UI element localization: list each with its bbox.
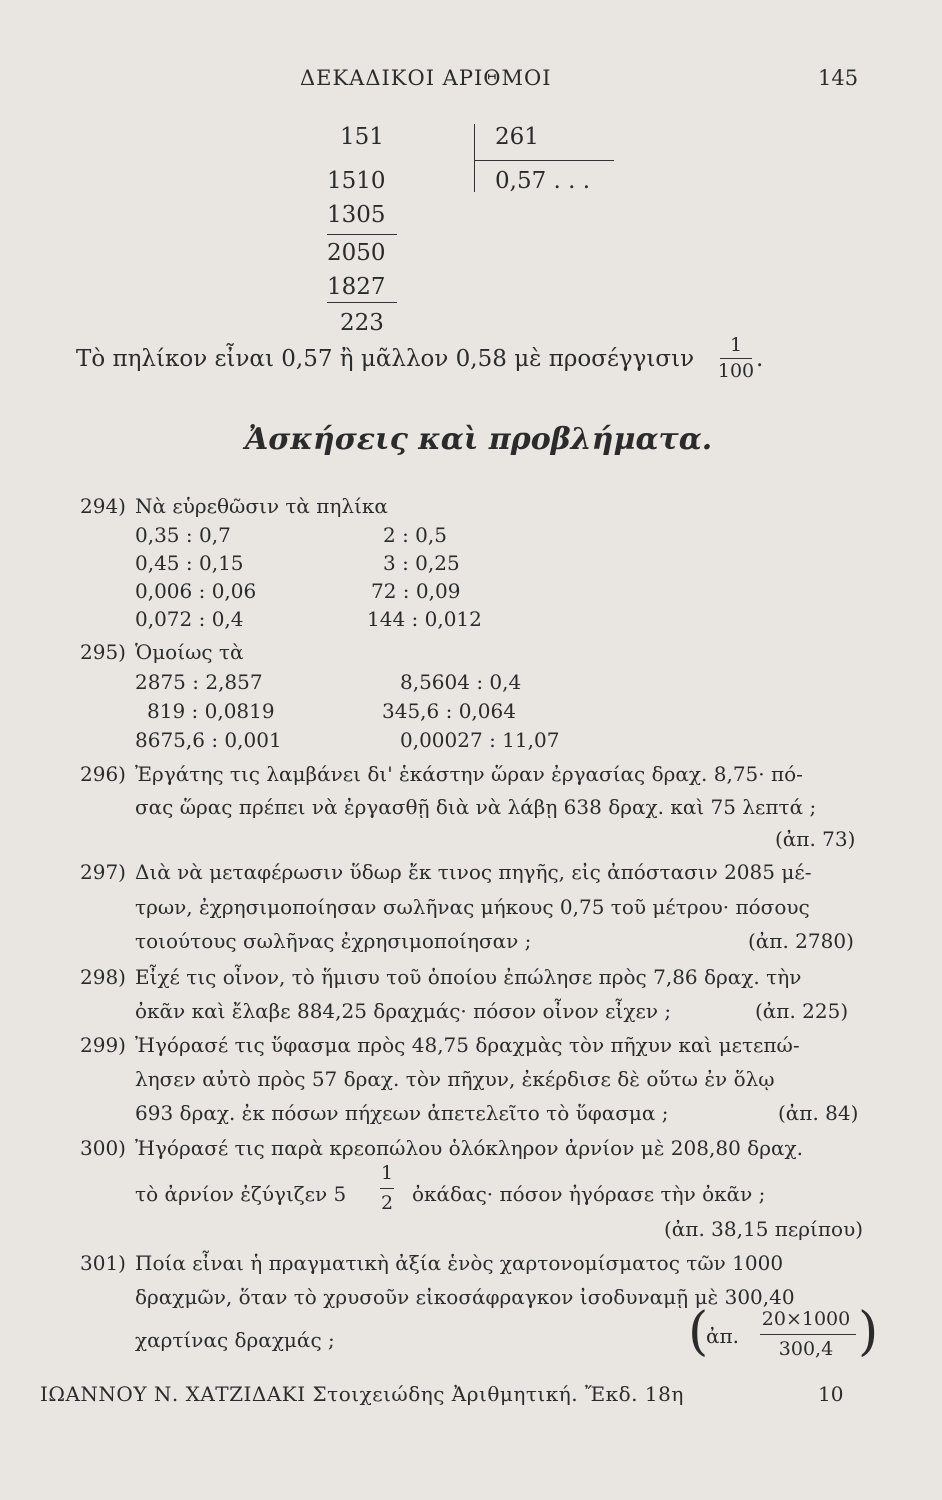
fraction-bar xyxy=(720,358,752,359)
exercise-number: 296) xyxy=(80,762,126,786)
result-fraction-denominator: 100 xyxy=(717,360,755,382)
ex294-left: 0,072 : 0,4 xyxy=(135,607,244,631)
answer-prefix: ἀπ. xyxy=(706,1324,740,1348)
division-step: 223 xyxy=(340,310,384,336)
exercise-line: τὸ ἀρνίον ἐζύγιζεν 5 xyxy=(135,1182,347,1206)
quotient: 0,57 . . . xyxy=(495,168,591,194)
footer-text: ΙΩΑΝΝΟΥ Ν. ΧΑΤΖΙΔΑΚΙ Στοιχειώδης Ἀριθμητική. Ἔκδ. 18η xyxy=(40,1382,684,1406)
fraction-numerator: 1 xyxy=(380,1162,394,1184)
fraction-denominator: 2 xyxy=(380,1192,394,1214)
exercise-line: Ποία εἶναι ἡ πραγματικὴ ἀξία ἑνὸς χαρτονομίσματος τῶν 1000 xyxy=(135,1251,784,1275)
exercise-line: δραχμῶν, ὅταν τὸ χρυσοῦν εἰκοσάφραγκον ἰσοδυναμῇ μὲ 300,40 xyxy=(135,1285,795,1309)
exercise-number: 295) xyxy=(80,640,126,664)
exercise-line: Ἠγόρασέ τις ὕφασμα πρὸς 48,75 δραχμὰς τὸν πῆχυν καὶ μετεπώ- xyxy=(135,1033,800,1057)
exercise-text: Νὰ εὑρεθῶσιν τὰ πηλίκα xyxy=(135,494,388,518)
fraction-denominator: 300,4 xyxy=(778,1338,834,1360)
running-header: ΔΕΚΑΔΙΚΟΙ ΑΡΙΘΜΟΙ xyxy=(300,66,552,90)
exercise-number: 300) xyxy=(80,1136,126,1160)
left-paren: ( xyxy=(688,1302,709,1362)
result-text: Τὸ πηλίκον εἶναι 0,57 ἢ μᾶλλον 0,58 μὲ προσέγγισιν xyxy=(76,346,695,372)
ex294-right: 144 : 0,012 xyxy=(367,607,482,631)
exercise-line: σας ὥρας πρέπει νὰ ἐργασθῇ διὰ νὰ λάβῃ 638 δραχ. καὶ 75 λεπτά ; xyxy=(135,795,817,819)
page-number: 145 xyxy=(818,66,859,90)
exercise-answer: (ἀπ. 2780) xyxy=(748,929,854,953)
division-step: 1827 xyxy=(327,274,386,300)
division-step: 151 xyxy=(340,124,384,150)
exercise-line: τρων, ἐχρησιμοποίησαν σωλῆνας μήκους 0,75 τοῦ μέτρου· πόσους xyxy=(135,895,810,919)
ex294-left: 0,006 : 0,06 xyxy=(135,579,257,603)
ex294-left: 0,35 : 0,7 xyxy=(135,523,231,547)
ex294-right: 2 : 0,5 xyxy=(383,523,447,547)
exercise-line: Ἠγόρασέ τις παρὰ κρεοπώλου ὁλόκληρον ἀρνίον μὲ 208,80 δραχ. xyxy=(135,1136,803,1160)
exercise-number: 294) xyxy=(80,494,126,518)
result-end: . xyxy=(756,346,764,372)
division-step: 1305 xyxy=(327,202,386,228)
exercise-line: ὀκᾶν καὶ ἔλαβε 884,25 δραχμάς· πόσον οἶνον εἶχεν ; xyxy=(135,999,672,1023)
exercise-number: 301) xyxy=(80,1251,126,1275)
exercise-number: 297) xyxy=(80,860,126,884)
exercise-line: τοιούτους σωλῆνας ἐχρησιμοποίησαν ; xyxy=(135,929,532,953)
division-step: 2050 xyxy=(327,240,386,266)
fraction-bar xyxy=(760,1334,856,1335)
ex295-left: 2875 : 2,857 xyxy=(135,670,263,694)
exercise-line: λησεν αὐτὸ πρὸς 57 δραχ. τὸν πῆχυν, ἐκέρδισε δὲ οὕτω ἐν ὅλῳ xyxy=(135,1067,775,1091)
ex294-right: 72 : 0,09 xyxy=(371,579,461,603)
ex294-right: 3 : 0,25 xyxy=(383,551,460,575)
fraction-bar xyxy=(380,1188,394,1189)
ex295-right: 8,5604 : 0,4 xyxy=(400,670,522,694)
exercise-text: Ὁμοίως τὰ xyxy=(135,640,244,664)
exercise-line: 693 δραχ. ἐκ πόσων πήχεων ἀπετελεῖτο τὸ ὕφασμα ; xyxy=(135,1101,669,1125)
fraction-numerator: 20×1000 xyxy=(761,1308,851,1330)
exercise-line: ὀκάδας· πόσον ἠγόρασε τὴν ὀκᾶν ; xyxy=(412,1182,766,1206)
exercise-number: 299) xyxy=(80,1033,126,1057)
exercise-number: 298) xyxy=(80,965,126,989)
ex295-right: 0,00027 : 11,07 xyxy=(400,728,560,752)
exercise-line: Διὰ νὰ μεταφέρωσιν ὕδωρ ἔκ τινος πηγῆς, εἰς ἀπόστασιν 2085 μέ- xyxy=(135,860,812,884)
signature-number: 10 xyxy=(818,1382,844,1406)
exercise-answer: (ἀπ. 73) xyxy=(775,827,856,851)
exercise-line: Εἶχέ τις οἶνον, τὸ ἥμισυ τοῦ ὁποίου ἐπώλησε πρὸς 7,86 δραχ. τὴν xyxy=(135,965,802,989)
right-paren: ) xyxy=(858,1302,879,1362)
ex294-left: 0,45 : 0,15 xyxy=(135,551,244,575)
exercise-line: Ἐργάτης τις λαμβάνει δι' ἑκάστην ὥραν ἐργασίας δραχ. 8,75· πό- xyxy=(135,762,803,786)
divisor: 261 xyxy=(495,124,539,150)
ex295-left: 8675,6 : 0,001 xyxy=(135,728,282,752)
ex295-right: 345,6 : 0,064 xyxy=(382,699,516,723)
exercise-answer: (ἀπ. 225) xyxy=(755,999,849,1023)
exercise-answer: (ἀπ. 38,15 περίπου) xyxy=(664,1217,864,1241)
exercise-answer: (ἀπ. 84) xyxy=(778,1101,859,1125)
result-fraction-numerator: 1 xyxy=(729,334,743,356)
divisor-line xyxy=(474,160,614,161)
ex295-left: 819 : 0,0819 xyxy=(147,699,275,723)
subtraction-line xyxy=(327,234,397,235)
section-title: Ἀσκήσεις καὶ προβλήματα. xyxy=(245,422,713,457)
subtraction-line xyxy=(327,302,397,303)
division-bar xyxy=(474,124,475,192)
exercise-line: χαρτίνας δραχμάς ; xyxy=(135,1328,335,1352)
division-step: 1510 xyxy=(327,168,386,194)
